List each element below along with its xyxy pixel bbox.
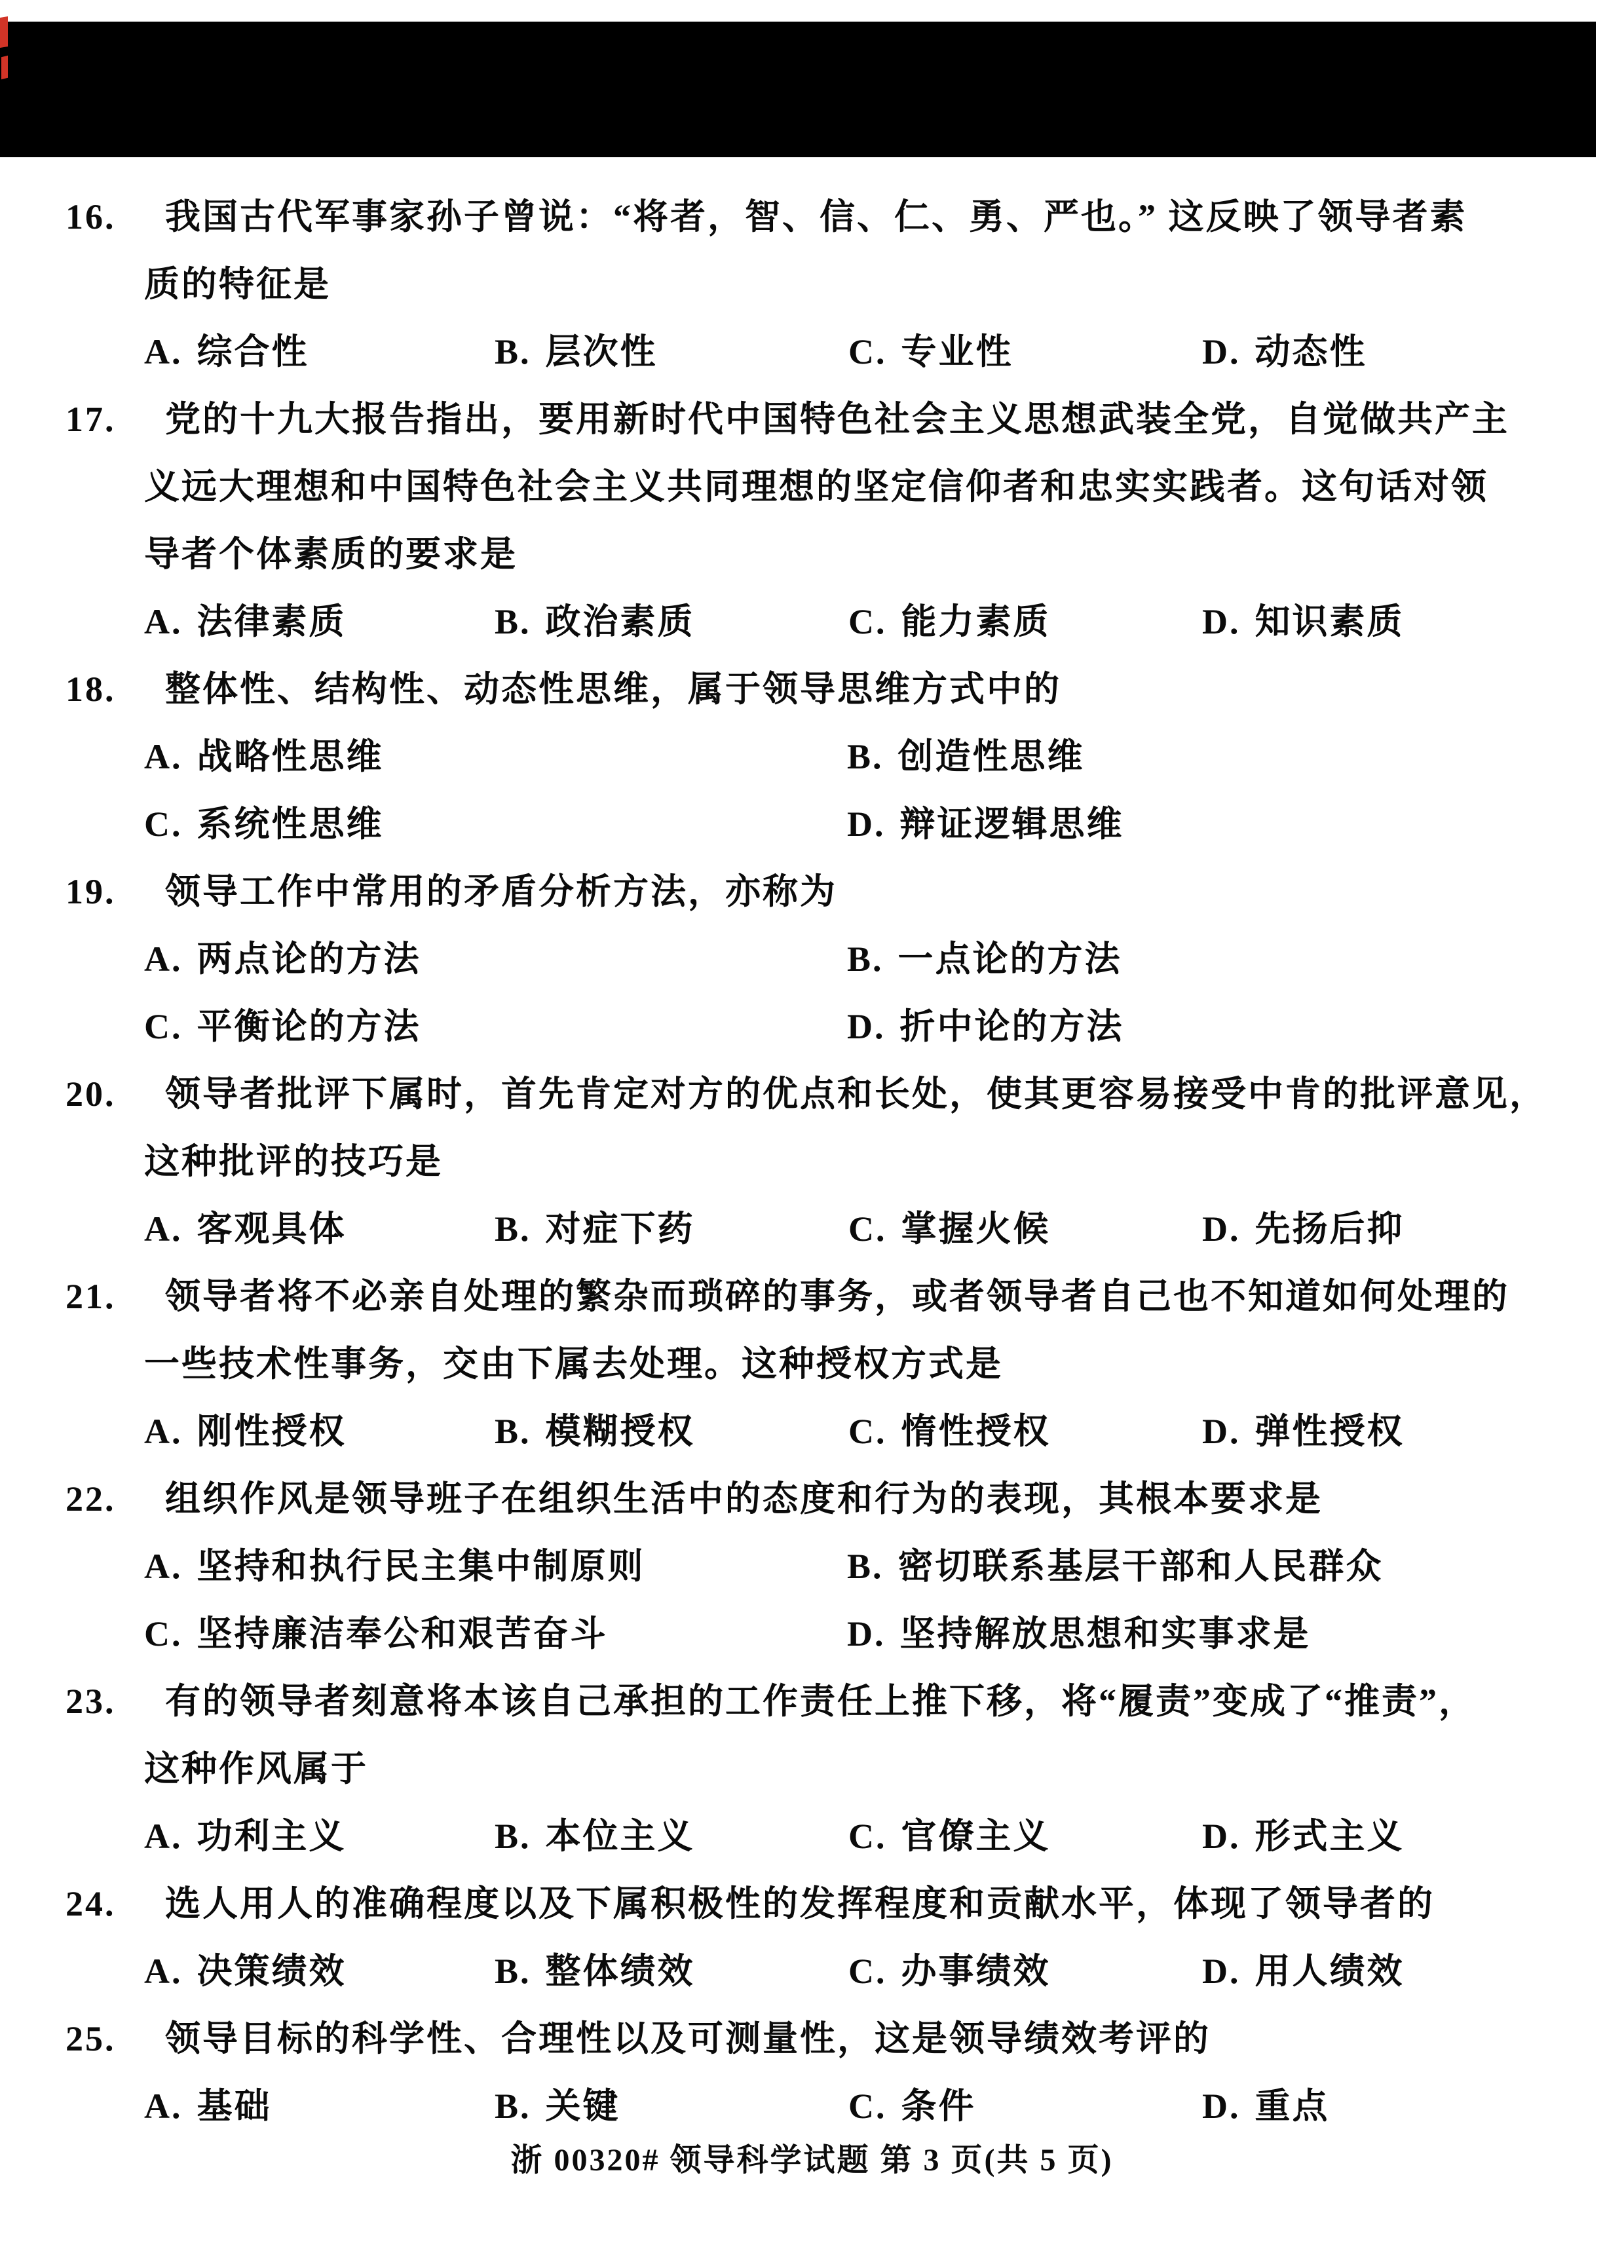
option-text: 客观具体 — [197, 1209, 347, 1249]
option-c — [848, 2086, 976, 2126]
option-text: 坚持廉洁奉公和艰苦奋斗 — [197, 1614, 608, 1654]
option-label: A. — [144, 1209, 183, 1249]
option-b — [847, 939, 1122, 979]
option-d — [847, 1614, 1311, 1654]
option-text: 模糊授权 — [545, 1412, 695, 1451]
option-text: 掌握火候 — [901, 1209, 1051, 1249]
question-line — [0, 264, 1624, 312]
option-text: 基础 — [197, 2087, 272, 2126]
question-text: 我国古代军事家孙子曾说：“将者，智、信、仁、勇、严也。” 这反映了领导者素 — [165, 197, 1467, 236]
option-text: 两点论的方法 — [197, 939, 421, 979]
option-label: D. — [1202, 332, 1241, 371]
option-a — [144, 1411, 347, 1452]
option-b — [495, 1411, 695, 1452]
option-text: 能力素质 — [901, 602, 1051, 641]
scan-artifact-red-mark — [1, 56, 8, 79]
option-row — [0, 1951, 1624, 1999]
option-a — [144, 1951, 347, 1992]
option-label: C. — [144, 804, 183, 844]
question-number: 18. — [66, 670, 116, 709]
option-label: C. — [144, 1614, 183, 1654]
option-d — [1202, 2086, 1330, 2126]
option-label: A. — [144, 939, 183, 979]
option-c — [848, 1209, 1051, 1249]
option-label: B. — [495, 2087, 531, 2126]
option-row — [0, 1816, 1624, 1864]
option-c — [144, 804, 384, 844]
option-text: 创造性思维 — [897, 737, 1085, 776]
question-number: 25. — [66, 2019, 116, 2058]
option-text: 决策绩效 — [197, 1952, 347, 1991]
option-text: 战略性思维 — [197, 737, 384, 776]
option-text: 关键 — [545, 2087, 620, 2126]
option-b — [495, 2086, 620, 2126]
option-text: 折中论的方法 — [899, 1007, 1124, 1046]
option-text: 用人绩效 — [1255, 1952, 1405, 1991]
question-text: 有的领导者刻意将本该自己承担的工作责任上推下移，将“履责”变成了“推责”， — [165, 1682, 1476, 1721]
question-text: 组织作风是领导班子在组织生活中的态度和行为的表现，其根本要求是 — [165, 1479, 1323, 1519]
option-text: 系统性思维 — [197, 804, 384, 844]
option-c — [848, 331, 1013, 372]
option-label: C. — [848, 332, 887, 371]
option-text: 辩证逻辑思维 — [899, 804, 1124, 844]
question-line — [0, 1748, 1624, 1797]
option-text: 动态性 — [1255, 332, 1367, 371]
option-b — [847, 736, 1085, 777]
option-row — [0, 804, 1624, 852]
option-c — [848, 601, 1051, 642]
option-text: 坚持解放思想和实事求是 — [899, 1614, 1311, 1654]
option-a — [144, 939, 421, 979]
option-row — [0, 1614, 1624, 1662]
option-label: A. — [144, 1952, 183, 1991]
option-b — [495, 1951, 695, 1992]
question-number: 23. — [66, 1682, 116, 1721]
option-text: 功利主义 — [197, 1817, 347, 1856]
option-text: 政治素质 — [545, 602, 695, 641]
question-number: 24. — [66, 1884, 116, 1923]
question-text: 这种作风属于 — [144, 1749, 368, 1788]
option-a — [144, 1209, 347, 1249]
option-label: B. — [495, 602, 531, 641]
option-text: 重点 — [1255, 2087, 1330, 2126]
option-d — [1202, 331, 1367, 372]
option-text: 整体绩效 — [545, 1952, 695, 1991]
question-line — [0, 399, 1624, 447]
option-b — [495, 331, 658, 372]
option-label: B. — [495, 1412, 531, 1451]
option-label: B. — [495, 1952, 531, 1991]
option-text: 先扬后抑 — [1255, 1209, 1405, 1249]
option-d — [847, 804, 1124, 844]
option-label: A. — [144, 332, 183, 371]
option-label: B. — [847, 939, 884, 979]
option-text: 惰性授权 — [901, 1412, 1051, 1451]
option-text: 层次性 — [545, 332, 658, 371]
question-line — [0, 1141, 1624, 1190]
option-row — [0, 1006, 1624, 1055]
question-line — [0, 1883, 1624, 1932]
option-label: B. — [495, 332, 531, 371]
option-label: C. — [848, 1412, 887, 1451]
option-label: A. — [144, 1817, 183, 1856]
question-text: 整体性、结构性、动态性思维，属于领导思维方式中的 — [165, 670, 1061, 709]
option-d — [1202, 601, 1405, 642]
option-text: 综合性 — [197, 332, 309, 371]
option-text: 法律素质 — [197, 602, 347, 641]
question-line — [0, 1681, 1624, 1729]
option-label: A. — [144, 2087, 183, 2126]
option-label: B. — [495, 1817, 531, 1856]
page-footer: 浙 00320# 领导科学试题 第 3 页(共 5 页) — [510, 2143, 1114, 2178]
option-c — [144, 1614, 608, 1654]
option-label: D. — [1202, 2087, 1241, 2126]
option-a — [144, 601, 347, 642]
option-text: 密切联系基层干部和人民群众 — [897, 1547, 1384, 1586]
question-text: 一些技术性事务，交由下属去处理。这种授权方式是 — [144, 1344, 1003, 1384]
option-text: 知识素质 — [1255, 602, 1405, 641]
option-label: C. — [848, 1209, 887, 1249]
option-d — [847, 1006, 1124, 1047]
question-number: 19. — [66, 872, 116, 911]
option-row — [0, 331, 1624, 380]
option-label: D. — [1202, 1952, 1241, 1991]
option-text: 刚性授权 — [197, 1412, 347, 1451]
option-label: C. — [848, 1952, 887, 1991]
option-row — [0, 1209, 1624, 1257]
option-label: C. — [848, 1817, 887, 1856]
option-label: D. — [1202, 1209, 1241, 1249]
option-d — [1202, 1209, 1405, 1249]
question-text: 这种批评的技巧是 — [144, 1142, 443, 1181]
option-label: D. — [847, 804, 886, 844]
question-text: 党的十九大报告指出，要用新时代中国特色社会主义思想武装全党，自觉做共产主 — [165, 400, 1509, 439]
option-text: 本位主义 — [545, 1817, 695, 1856]
option-label: A. — [144, 1412, 183, 1451]
option-row — [0, 2086, 1624, 2134]
option-label: D. — [847, 1614, 886, 1654]
question-line — [0, 871, 1624, 920]
option-label: D. — [1202, 602, 1241, 641]
option-a — [144, 331, 309, 372]
option-c — [144, 1006, 421, 1047]
question-line — [0, 669, 1624, 717]
option-a — [144, 1816, 347, 1857]
option-b — [495, 1816, 695, 1857]
option-d — [1202, 1816, 1405, 1857]
option-row — [0, 736, 1624, 785]
question-line — [0, 534, 1624, 582]
scan-artifact-red-mark — [0, 16, 8, 48]
question-line — [0, 1074, 1624, 1122]
option-a — [144, 1546, 645, 1587]
option-label: D. — [847, 1007, 886, 1046]
question-text: 义远大理想和中国特色社会主义共同理想的坚定信仰者和忠实实践者。这句话对领 — [144, 467, 1488, 506]
question-line — [0, 1276, 1624, 1325]
option-label: D. — [1202, 1817, 1241, 1856]
option-label: A. — [144, 1547, 183, 1586]
option-row — [0, 1411, 1624, 1460]
question-line — [0, 2018, 1624, 2067]
option-label: D. — [1202, 1412, 1241, 1451]
question-text: 质的特征是 — [144, 265, 331, 304]
option-label: C. — [848, 2087, 887, 2126]
question-text: 领导者批评下属时，首先肯定对方的优点和长处，使其更容易接受中肯的批评意见， — [165, 1074, 1547, 1114]
question-text: 导者个体素质的要求是 — [144, 535, 518, 574]
option-text: 一点论的方法 — [897, 939, 1122, 979]
option-b — [495, 601, 695, 642]
option-c — [848, 1951, 1051, 1992]
option-text: 坚持和执行民主集中制原则 — [197, 1547, 645, 1586]
question-number: 16. — [66, 197, 116, 236]
option-b — [495, 1209, 695, 1249]
question-number: 21. — [66, 1277, 116, 1316]
option-label: B. — [847, 1547, 884, 1586]
option-b — [847, 1546, 1384, 1587]
option-a — [144, 736, 384, 777]
option-row — [0, 601, 1624, 650]
question-line — [0, 1344, 1624, 1392]
option-text: 弹性授权 — [1255, 1412, 1405, 1451]
question-line — [0, 197, 1624, 245]
option-text: 平衡论的方法 — [197, 1007, 421, 1046]
question-text: 领导目标的科学性、合理性以及可测量性，这是领导绩效考评的 — [165, 2019, 1211, 2058]
question-text: 选人用人的准确程度以及下属积极性的发挥程度和贡献水平，体现了领导者的 — [165, 1884, 1435, 1923]
option-text: 办事绩效 — [901, 1952, 1051, 1991]
question-text: 领导工作中常用的矛盾分析方法，亦称为 — [165, 872, 837, 911]
question-number: 20. — [66, 1074, 116, 1114]
option-text: 官僚主义 — [901, 1817, 1051, 1856]
option-text: 专业性 — [901, 332, 1013, 371]
question-line — [0, 1479, 1624, 1527]
option-c — [848, 1816, 1051, 1857]
option-label: C. — [848, 602, 887, 641]
question-line — [0, 466, 1624, 515]
option-label: A. — [144, 602, 183, 641]
option-text: 对症下药 — [545, 1209, 695, 1249]
option-d — [1202, 1951, 1405, 1992]
option-a — [144, 2086, 272, 2126]
option-row — [0, 1546, 1624, 1595]
question-number: 17. — [66, 400, 116, 439]
question-number: 22. — [66, 1479, 116, 1519]
question-text: 领导者将不必亲自处理的繁杂而琐碎的事务，或者领导者自己也不知道如何处理的 — [165, 1277, 1509, 1316]
option-c — [848, 1411, 1051, 1452]
option-label: B. — [847, 737, 884, 776]
option-label: C. — [144, 1007, 183, 1046]
option-label: A. — [144, 737, 183, 776]
option-label: B. — [495, 1209, 531, 1249]
option-text: 形式主义 — [1255, 1817, 1405, 1856]
option-d — [1202, 1411, 1405, 1452]
option-row — [0, 939, 1624, 987]
option-text: 条件 — [901, 2087, 976, 2126]
